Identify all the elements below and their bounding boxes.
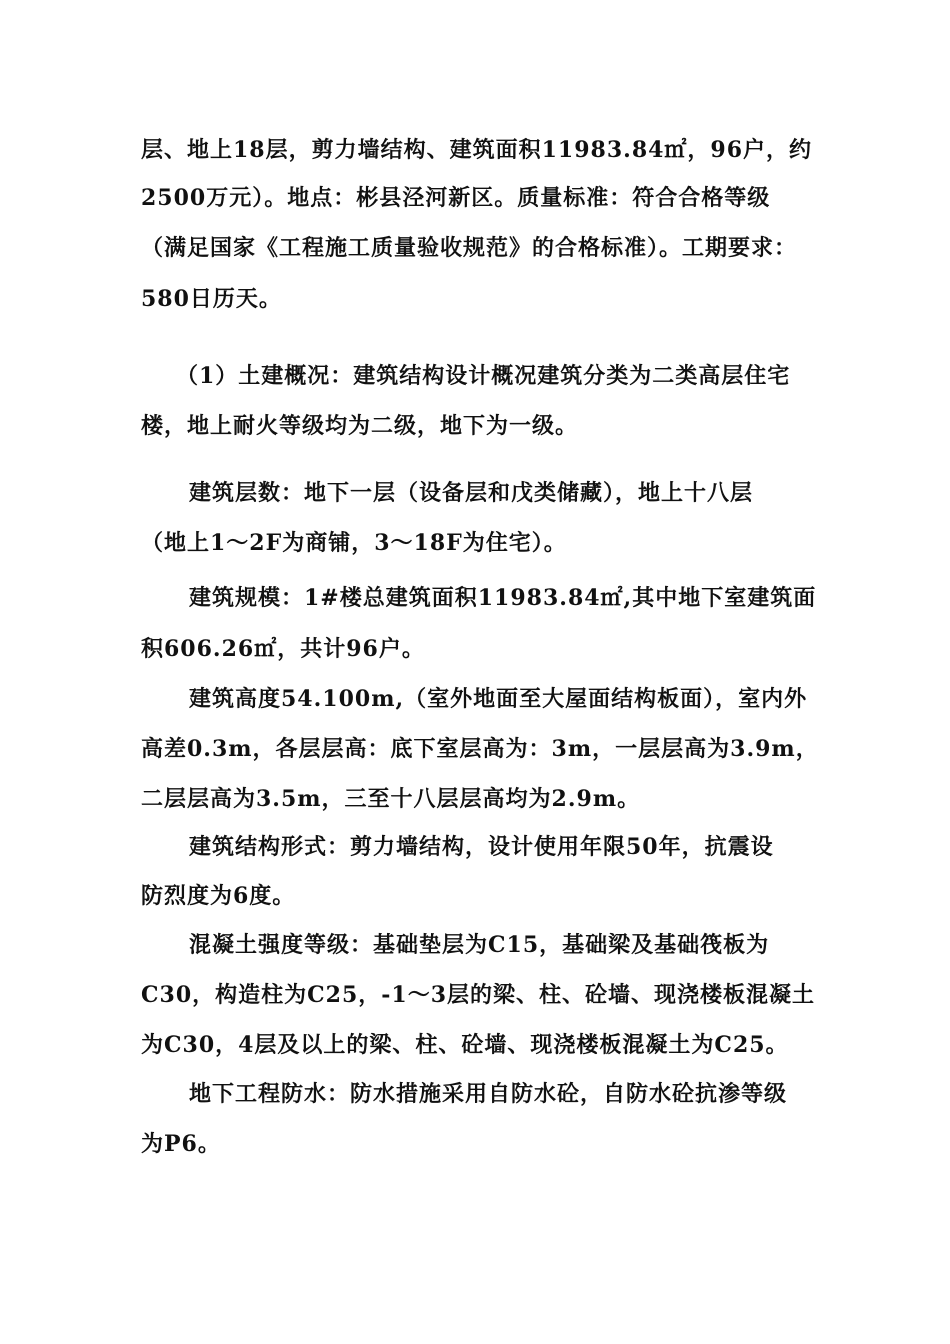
structure-line-2: 防烈度为6度。: [141, 883, 296, 909]
waterproof-line-1: 地下工程防水：防水措施采用自防水砼，自防水砼抗渗等级: [189, 1081, 788, 1107]
height-line-2: 高差0.3m，各层层高：底下室层高为：3m，一层层高为3.9m，: [141, 736, 819, 762]
concrete-line-1: 混凝土强度等级：基础垫层为C15，基础梁及基础筏板为: [189, 932, 770, 958]
concrete-line-3: 为C30，4层及以上的梁、柱、砼墙、现浇楼板混凝土为C25。: [141, 1032, 789, 1058]
height-line-1: 建筑高度54.100m,（室外地面至大屋面结构板面），室内外: [189, 686, 808, 712]
height-line-3: 二层层高为3.5m，三至十八层层高均为2.9m。: [141, 786, 641, 812]
scale-line-1: 建筑规模：1#楼总建筑面积11983.84㎡,其中地下室建筑面: [189, 585, 817, 611]
paragraph-line-3: （满足国家《工程施工质量验收规范》的合格标准）。工期要求：: [141, 235, 798, 261]
section-1-line-1: （1）土建概况：建筑结构设计概况建筑分类为二类高层住宅: [176, 363, 791, 389]
structure-line-1: 建筑结构形式：剪力墙结构，设计使用年限50年，抗震设: [189, 834, 774, 860]
paragraph-line-1: 层、地上18层，剪力墙结构、建筑面积11983.84㎡，96户，约: [141, 137, 813, 163]
floors-line-1: 建筑层数：地下一层（设备层和戊类储藏），地上十八层: [189, 480, 754, 506]
waterproof-line-2: 为P6。: [141, 1131, 221, 1157]
paragraph-line-2: 2500万元）。地点：彬县泾河新区。质量标准：符合合格等级: [141, 185, 771, 211]
floors-line-2: （地上1～2F为商铺，3～18F为住宅）。: [141, 530, 567, 556]
scale-line-2: 积606.26㎡，共计96户。: [141, 636, 425, 662]
section-1-line-2: 楼，地上耐火等级均为二级，地下为一级。: [141, 413, 579, 439]
paragraph-line-4: 580日历天。: [141, 286, 282, 312]
concrete-line-2: C30，构造柱为C25，-1～3层的梁、柱、砼墙、现浇楼板混凝土: [141, 982, 815, 1008]
